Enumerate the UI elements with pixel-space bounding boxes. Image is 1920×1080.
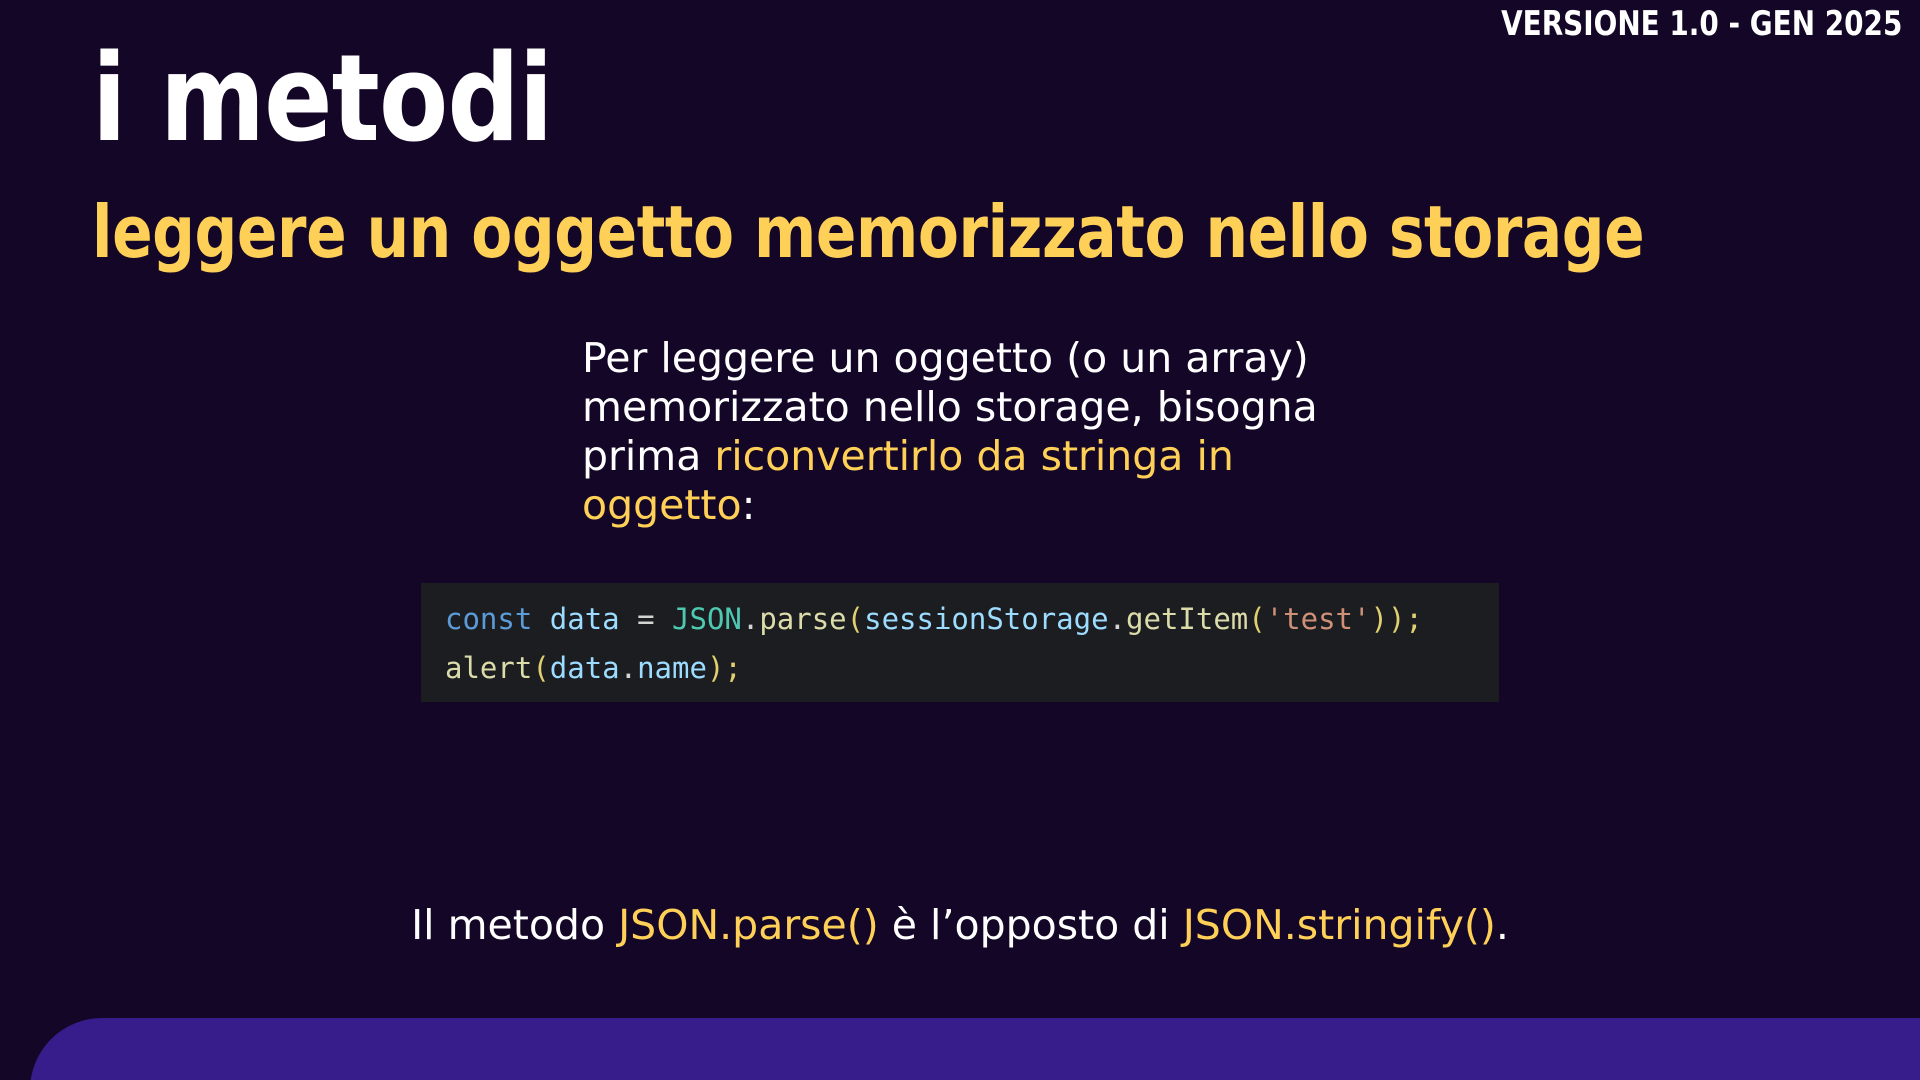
explanation-paragraph bbox=[582, 334, 1382, 530]
code-keyword: const bbox=[445, 602, 533, 636]
code-line-1 bbox=[445, 595, 1499, 644]
code-paren-close: ); bbox=[706, 651, 742, 685]
code-function: alert bbox=[445, 651, 533, 685]
note-text: Il metodo bbox=[411, 901, 619, 949]
code-function: getItem bbox=[1126, 602, 1249, 636]
note-highlight-parse: JSON.parse() bbox=[618, 901, 879, 949]
code-paren: ( bbox=[532, 651, 550, 685]
code-class: JSON bbox=[672, 602, 742, 636]
code-dot: . bbox=[1108, 602, 1127, 636]
footer-band bbox=[30, 1018, 1920, 1080]
code-dot: . bbox=[619, 651, 638, 685]
code-paren: ( bbox=[846, 602, 865, 636]
version-label: VERSIONE 1.0 - GEN 2025 bbox=[1500, 4, 1902, 44]
note-highlight-stringify: JSON.stringify() bbox=[1182, 901, 1496, 949]
paragraph-colon: : bbox=[741, 481, 756, 529]
code-block bbox=[421, 583, 1499, 702]
slide-title: i metodi bbox=[92, 30, 553, 169]
code-string: 'test' bbox=[1265, 602, 1371, 636]
code-operator: = bbox=[637, 602, 655, 636]
code-paren: ( bbox=[1248, 602, 1266, 636]
code-line-2 bbox=[445, 644, 1499, 693]
slide-subtitle: leggere un oggetto memorizzato nello storage bbox=[92, 190, 1645, 274]
code-object: sessionStorage bbox=[864, 602, 1109, 636]
code-dot: . bbox=[741, 602, 760, 636]
code-property: name bbox=[637, 651, 707, 685]
code-function: parse bbox=[759, 602, 847, 636]
code-paren-close: )); bbox=[1370, 602, 1423, 636]
code-object: data bbox=[549, 651, 620, 685]
method-note bbox=[0, 900, 1920, 950]
paragraph-text: Per leggere un oggetto (o un array) memorizzato nello storage, bisogna prima bbox=[582, 334, 1318, 480]
paragraph-highlight: riconvertirlo da stringa in oggetto bbox=[582, 432, 1234, 529]
note-text: è l’opposto di bbox=[878, 901, 1183, 949]
code-variable: data bbox=[549, 602, 620, 636]
note-text: . bbox=[1495, 901, 1509, 949]
